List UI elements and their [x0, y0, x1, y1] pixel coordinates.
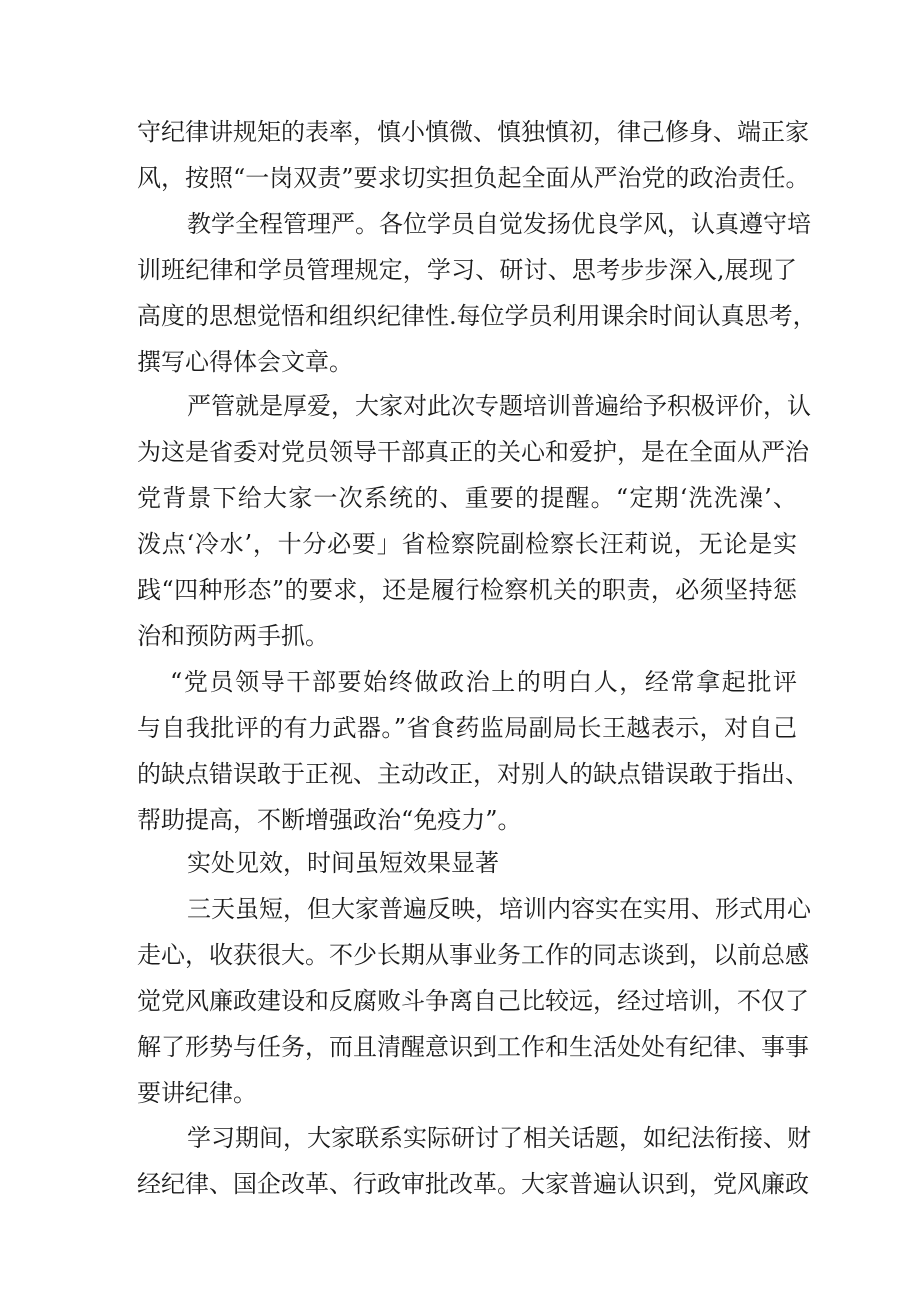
text-line: 为这是省委对党员领导干部真正的关心和爱护，是在全面从严治 [137, 438, 809, 466]
paragraph-last-line: 治和预防两手抓。 [137, 622, 329, 650]
text-line: 与自我批评的有力武器。”省食药监局副局长王越表示，对自己 [137, 714, 797, 742]
text-line: 训班纪律和学员管理规定，学习、研讨、思考步步深入,展现了 [137, 256, 797, 284]
paragraph-last-line: 帮助提高，不断增强政治“免疫力”。 [137, 806, 522, 834]
paragraph-first-line: 教学全程管理严。各位学员自觉发扬优良学风，认真遵守培 [187, 210, 811, 238]
text-line: 的缺点错误敢于正视、主动改正，对别人的缺点错误敢于指出、 [137, 760, 809, 788]
text-line: 践“四种形态”的要求，还是履行检察机关的职责，必须坚持惩 [137, 576, 797, 604]
text-line: 走心，收获很大。不少长期从事业务工作的同志谈到，以前总感 [137, 941, 809, 969]
text-line: 风，按照“一岗双责”要求切实担负起全面从严治党的政治责任。 [137, 164, 810, 192]
text-line: 高度的思想觉悟和组织纪律性.每位学员利用课余时间认真思考， [137, 302, 817, 330]
text-line: 党背景下给大家一次系统的、重要的提醒。“定期‘洗洗澡’、 [137, 484, 797, 512]
paragraph-last-line: 要讲纪律。 [137, 1079, 257, 1107]
text-line: 经纪律、国企改革、行政审批改革。大家普遍认识到，党风廉政 [137, 1170, 809, 1198]
text-line: 守纪律讲规矩的表率，慎小慎微、慎独慎初，律己修身、端正家 [137, 118, 809, 146]
paragraph-first-line: 三天虽短，但大家普遍反映，培训内容实在实用、形式用心 [187, 895, 811, 923]
text-line: 泼点‘冷水’，十分必要」省检察院副检察长汪莉说，无论是实 [137, 530, 797, 558]
paragraph-first-line: 学习期间，大家联系实际研讨了相关话题，如纪法衔接、财 [187, 1124, 811, 1152]
paragraph-first-line: 严管就是厚爱，大家对此次专题培训普遍给予积极评价，认 [187, 392, 811, 420]
section-heading: 实处见效，时间虽短效果显著 [187, 849, 499, 877]
paragraph-first-line: “党员领导干部要始终做政治上的明白人，经常拿起批评 [170, 668, 797, 696]
text-line: 解了形势与任务，而且清醒意识到工作和生活处处有纪律、事事 [137, 1033, 809, 1061]
paragraph-last-line: 撰写心得体会文章。 [137, 348, 353, 376]
text-line: 觉党风廉政建设和反腐败斗争离自己比较远，经过培训，不仅了 [137, 987, 809, 1015]
